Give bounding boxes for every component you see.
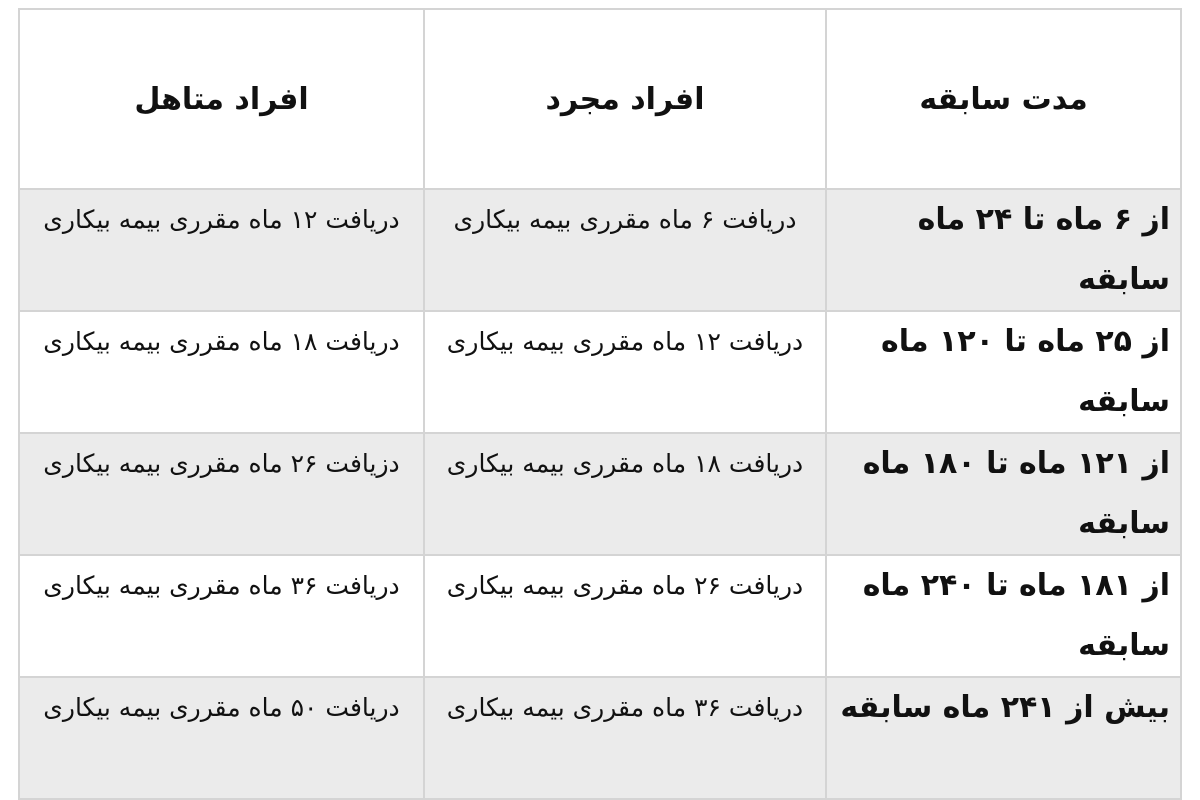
header-married: افراد متاهل bbox=[19, 9, 424, 189]
table-row bbox=[19, 311, 1181, 433]
duration-cell: بیش از ۲۴۱ ماه سابقه bbox=[826, 677, 1181, 799]
table-header-row bbox=[19, 9, 1181, 189]
header-single: افراد مجرد bbox=[424, 9, 826, 189]
duration-cell: از ۶ ماه تا ۲۴ ماه سابقه bbox=[826, 189, 1181, 311]
duration-cell: از ۱۸۱ ماه تا ۲۴۰ ماه سابقه bbox=[826, 555, 1181, 677]
table-row bbox=[19, 433, 1181, 555]
single-benefit-cell: دریافت ۱۸ ماه مقرری بیمه بیکاری bbox=[424, 433, 826, 555]
table-row bbox=[19, 555, 1181, 677]
single-benefit-cell: دریافت ۶ ماه مقرری بیمه بیکاری bbox=[424, 189, 826, 311]
table-row bbox=[19, 189, 1181, 311]
married-benefit-cell: دریافت ۳۶ ماه مقرری بیمه بیکاری bbox=[19, 555, 424, 677]
unemployment-benefit-table bbox=[18, 8, 1182, 800]
married-benefit-cell: دریافت ۵۰ ماه مقرری بیمه بیکاری bbox=[19, 677, 424, 799]
duration-cell: از ۱۲۱ ماه تا ۱۸۰ ماه سابقه bbox=[826, 433, 1181, 555]
single-benefit-cell: دریافت ۲۶ ماه مقرری بیمه بیکاری bbox=[424, 555, 826, 677]
married-benefit-cell: دریافت ۱۲ ماه مقرری بیمه بیکاری bbox=[19, 189, 424, 311]
header-duration: مدت سابقه bbox=[826, 9, 1181, 189]
duration-cell: از ۲۵ ماه تا ۱۲۰ ماه سابقه bbox=[826, 311, 1181, 433]
married-benefit-cell: دریافت ۱۸ ماه مقرری بیمه بیکاری bbox=[19, 311, 424, 433]
married-benefit-cell: دزیافت ۲۶ ماه مقرری بیمه بیکاری bbox=[19, 433, 424, 555]
single-benefit-cell: دریافت ۱۲ ماه مقرری بیمه بیکاری bbox=[424, 311, 826, 433]
single-benefit-cell: دریافت ۳۶ ماه مقرری بیمه بیکاری bbox=[424, 677, 826, 799]
table-row bbox=[19, 677, 1181, 799]
